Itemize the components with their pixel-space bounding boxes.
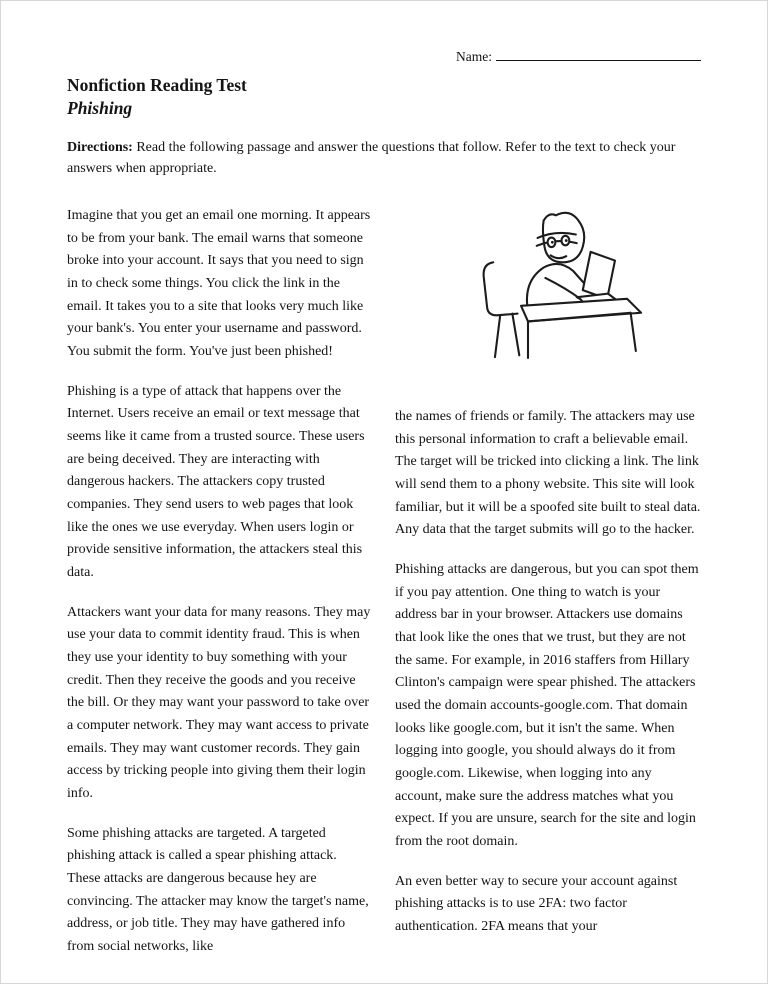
two-column-body — [67, 205, 701, 976]
paragraph: Phishing attacks are dangerous, but you can spot them if you pay attention. One thing to watch is your address bar in your browser. Attackers use domains that look like the ones that we trust, but they are not the same. For example, in 2016 staffers from Hillary Clinton's campaign were spear phished. The attackers used the domain accounts-google.com. That domain looks like google.com, but it isn't the same. When logging into google, you should always do it from google.com. Likewise, when logging into any account, make sure the address matches what you expect. If you are unsure, search for the site and login from the root domain. — [395, 562, 699, 850]
page-title: Nonfiction Reading Test — [67, 75, 247, 95]
paragraph: Phishing is a type of attack that happens over the Internet. Users receive an email or text message that seems like it came from a trusted source. These users are being deceived. They are interacting with dangerous hackers. The attackers copy trusted companies. They send users to web pages that look like the ones we use everyday. When users login or provide sensitive information, the attackers steal this data. — [67, 383, 365, 581]
paragraph: Imagine that you get an email one morning. It appears to be from your bank. The email warns that someone broke into your account. It says that you need to sign in to check some things. You click the link in the email. It takes you to a site that looks very much like your bank's. You enter your username and password. You submit the form. You've just been phished! — [67, 208, 371, 360]
left-column — [67, 205, 373, 976]
name-row — [67, 47, 701, 65]
directions-text: Read the following passage and answer the questions that follow. Refer to the text to check your answers when appropriate. — [67, 140, 676, 176]
right-column — [395, 205, 701, 976]
directions-label: Directions: — [67, 140, 133, 155]
paragraph: Some phishing attacks are targeted. A targeted phishing attack is called a spear phishing attack. These attacks are dangerous because hey are convincing. The attacker may know the target's name, address, or job title. They may have gathered info from social networks, like — [67, 825, 369, 955]
paragraph: the names of friends or family. The attackers may use this personal information to craft a believable email. The target will be tricked into clicking a link. The link will send them to a phony website. This site will look familiar, but it will be a spoofed site built to steal data. Any data that the target submits will go to the hacker. — [395, 409, 701, 538]
name-blank-line — [496, 47, 701, 61]
name-label: Name: — [456, 49, 492, 64]
paragraph: An even better way to secure your account against phishing attacks is to use 2FA: two factor authentication. 2FA means that your — [395, 873, 678, 935]
page-subtitle: Phishing — [67, 98, 133, 118]
paragraph: Attackers want your data for many reasons. They may use your data to commit identity fraud. This is when they use your identity to buy something with your credit. Then they receive the goods and you receive the bill. Or they may want your password to take over a computer network. They may want access to private emails. They may want customer records. They gain access by tricking people into giving them their login info. — [67, 604, 371, 802]
directions — [67, 137, 701, 179]
masked-phisher-at-laptop-illustration — [395, 205, 701, 380]
